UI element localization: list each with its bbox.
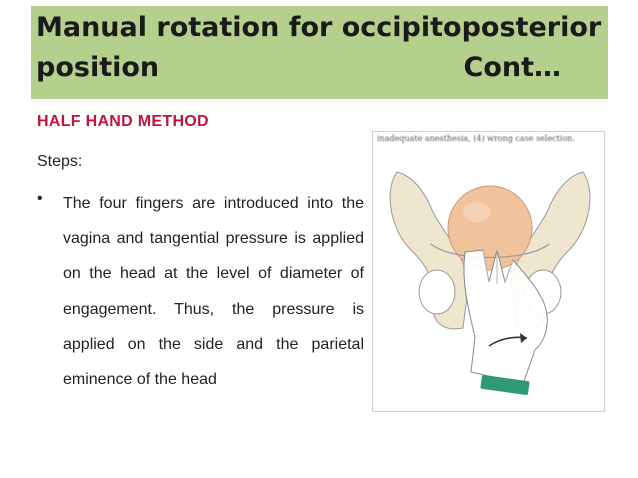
bullet-marker: • <box>37 190 43 207</box>
pelvis-hand-figure <box>372 131 605 412</box>
slide-title <box>36 8 602 88</box>
method-heading: HALF HAND METHOD <box>37 113 209 130</box>
pelvis-hand-illustration-icon <box>373 132 606 413</box>
title-line-2 <box>36 48 561 88</box>
title-line-2-left: position <box>36 52 160 83</box>
steps-label: Steps: <box>37 153 83 170</box>
step-paragraph: The four fingers are introduced into the vagina and tangential pressure is applied on the head at the level of diameter of engagement. Thus, the pressure is applied on the side and the parietal eminence of the head <box>63 195 364 389</box>
figure-caption: inadequate anesthesia, (4) wrong case selection. <box>377 134 575 143</box>
title-line-1: Manual rotation for occipitoposterior <box>36 12 602 43</box>
left-obturator <box>419 270 455 314</box>
title-cont-label: Cont… <box>463 52 561 83</box>
